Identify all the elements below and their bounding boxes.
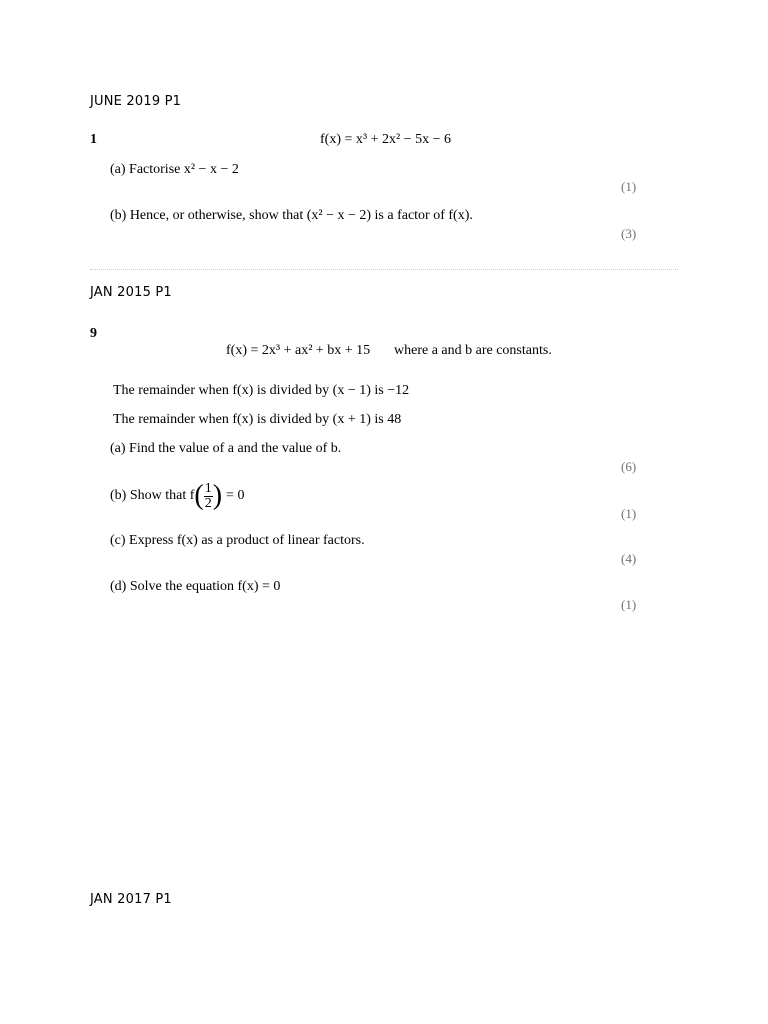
question-part-d: (d) Solve the equation f(x) = 0 (110, 579, 281, 594)
marks-part-a: (6) (621, 459, 637, 474)
function-equation: f(x) = x³ + 2x² − 5x − 6 (320, 132, 451, 147)
fraction-denominator: 2 (204, 495, 212, 511)
section-heading-jan-2017: JAN 2017 P1 (90, 892, 172, 907)
marks-part-d: (1) (621, 597, 637, 612)
fraction-numerator: 1 (204, 480, 212, 496)
fraction-one-half (204, 482, 213, 511)
remainder-statement-2: The remainder when f(x) is divided by (x + 1) is 48 (113, 412, 402, 427)
right-paren: ) (212, 480, 223, 511)
left-paren: ( (194, 480, 204, 511)
question-part-b (110, 478, 244, 514)
marks-part-b: (1) (621, 506, 637, 521)
question-part-a: (a) Factorise x² − x − 2 (110, 162, 239, 177)
question-part-b: (b) Hence, or otherwise, show that (x² − x − 2) is a factor of f(x). (110, 208, 473, 223)
section-heading-jan-2015: JAN 2015 P1 (90, 285, 172, 300)
marks-part-c: (4) (621, 551, 637, 566)
marks-part-a: (1) (621, 179, 637, 194)
function-equation: f(x) = 2x³ + ax² + bx + 15 (226, 343, 371, 358)
equation-note: where a and b are constants. (394, 343, 552, 358)
question-part-c: (c) Express f(x) as a product of linear factors. (110, 533, 365, 548)
question-part-a: (a) Find the value of a and the value of b. (110, 441, 342, 456)
remainder-statement-1: The remainder when f(x) is divided by (x − 1) is −12 (113, 383, 410, 398)
part-b-suffix: = 0 (226, 488, 245, 503)
marks-part-b: (3) (621, 226, 637, 241)
section-heading-june-2019: JUNE 2019 P1 (90, 94, 182, 109)
question-number: 9 (90, 326, 97, 341)
part-b-prefix: (b) Show that f (110, 488, 195, 503)
question-number: 1 (90, 132, 97, 147)
section-divider (90, 269, 678, 270)
